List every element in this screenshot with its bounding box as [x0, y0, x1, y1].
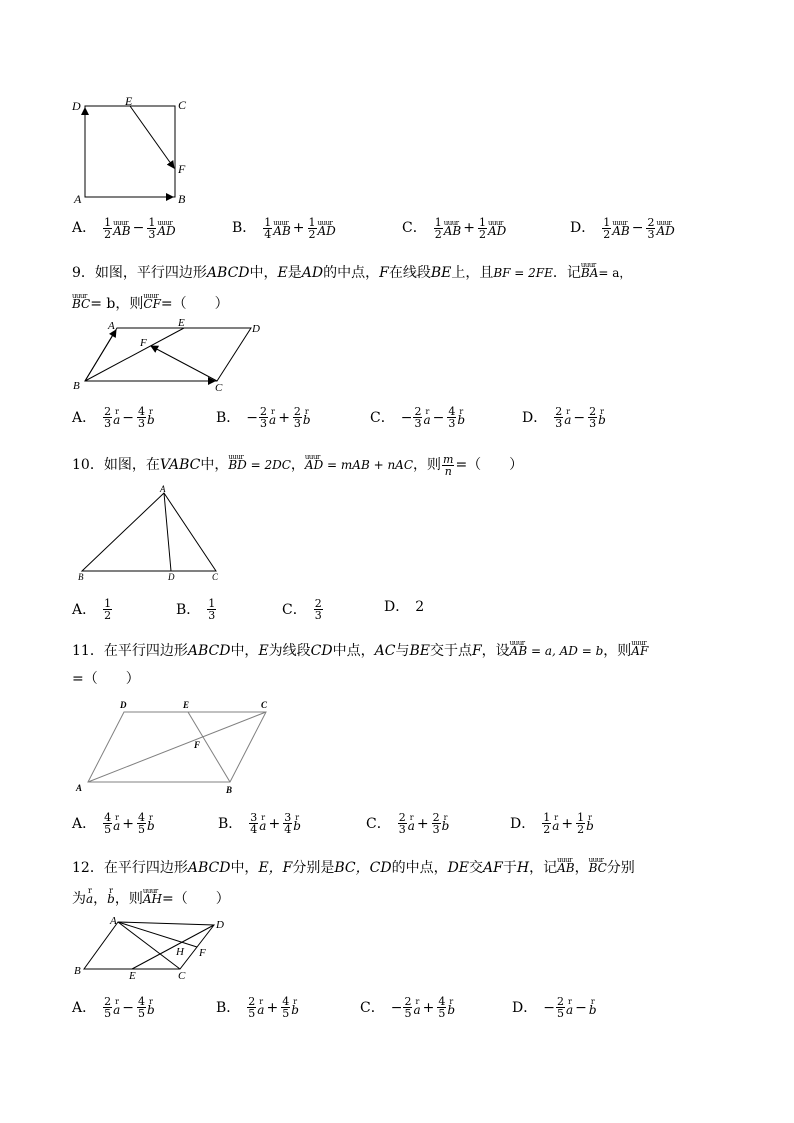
q12-option-a[interactable]: A． $\frac{2}{5}$ r a − $\frac{4}{5}$ r b: [72, 996, 155, 1019]
q11-stem-line1: 11．在平行四边形ABCD中，E为线段CD中点，AC与BE交于点F，设uuur AB = a, AD = b，则uuur AF: [72, 636, 648, 660]
q11-label-E: E: [183, 700, 190, 710]
q10-figure: [72, 484, 232, 584]
q11-stem-line2: =（ ）: [72, 671, 140, 687]
q8-option-c[interactable]: C． $\frac{1}{2}$ uuur AB + $\frac{1}{2}$ uuur AD: [402, 216, 506, 240]
q9-label-B: B: [73, 380, 80, 392]
q11-label-A: A: [76, 783, 83, 793]
q12-stem-line1: 12．在平行四边形ABCD中，E，F分别是BC，CD的中点，DE交AF于H，记uuur AB，uuur BC分别: [72, 853, 635, 877]
q9-label-F: F: [140, 337, 147, 349]
q10-label-B: B: [78, 572, 84, 582]
q10-option-d[interactable]: D． 2: [384, 599, 425, 615]
q11-option-a[interactable]: A． $\frac{4}{5}$ r a + $\frac{4}{5}$ r b: [72, 812, 155, 835]
q11-option-c[interactable]: C． $\frac{2}{3}$ r a + $\frac{2}{3}$ r b: [366, 812, 449, 835]
q8-figure: [68, 96, 198, 208]
q10-label-C: C: [212, 572, 219, 582]
q11-option-d[interactable]: D． $\frac{1}{2}$ r a + $\frac{1}{2}$ r b: [510, 812, 594, 835]
q12-stem-line2: 为r a，r b，则uuur AH=（ ）: [72, 884, 230, 908]
q12-option-d[interactable]: D． − $\frac{2}{5}$ r a − r b: [512, 996, 597, 1019]
q8-label-A: A: [74, 192, 82, 206]
q12-label-A: A: [110, 915, 117, 927]
q8-label-B: B: [178, 192, 186, 206]
q10-option-c[interactable]: C． $\frac{2}{3}$: [282, 597, 322, 622]
q9-option-d[interactable]: D． $\frac{2}{3}$ r a − $\frac{2}{3}$ r b: [522, 406, 606, 429]
q9-option-c[interactable]: C． − $\frac{2}{3}$ r a − $\frac{4}{3}$ r b: [370, 406, 465, 429]
q12-option-c[interactable]: C． − $\frac{2}{5}$ r a + $\frac{4}{5}$ r b: [360, 996, 455, 1019]
q8-label-F: F: [178, 162, 186, 176]
q12-label-C: C: [178, 970, 186, 982]
q9-label-E: E: [178, 318, 185, 329]
q12-label-D: D: [216, 919, 224, 931]
q9-label-D: D: [252, 323, 260, 335]
q10-label-D: D: [168, 572, 175, 582]
q9-figure: [68, 318, 268, 396]
q10-stem: 10．如图，在VABC中，uuur BD = 2DC，uuur AD = mAB + nAC，则 $\frac{m}{n}$ =（ ）: [72, 450, 523, 477]
q11-label-C: C: [261, 700, 268, 710]
q12-label-F: F: [199, 947, 206, 959]
q8-label-C: C: [178, 98, 187, 112]
q11-option-b[interactable]: B． $\frac{3}{4}$ r a + $\frac{3}{4}$ r b: [218, 812, 301, 835]
q9-option-b[interactable]: B． − $\frac{2}{3}$ r a + $\frac{2}{3}$ r b: [216, 406, 311, 429]
q12-label-E: E: [129, 970, 136, 982]
q8-option-d[interactable]: D． $\frac{1}{2}$ uuur AB − $\frac{2}{3}$ uuur AD: [570, 216, 675, 240]
q9-option-a[interactable]: A． $\frac{2}{3}$ r a − $\frac{4}{3}$ r b: [72, 406, 155, 429]
q9-stem-line2: uuur BC= b，则uuur CF=（ ）: [72, 289, 229, 313]
q8-label-E: E: [125, 96, 133, 108]
q10-option-a[interactable]: A． $\frac{1}{2}$: [72, 597, 112, 622]
q11-figure: [72, 696, 282, 798]
q11-label-F: F: [194, 740, 201, 750]
q9-label-A: A: [108, 320, 115, 332]
q9-label-C: C: [215, 382, 223, 394]
q10-option-b[interactable]: B． $\frac{1}{3}$: [176, 597, 216, 622]
q8-option-a[interactable]: A． $\frac{1}{2}$ uuur AB − $\frac{1}{3}$ uuur AD: [72, 216, 176, 240]
q11-label-D: D: [120, 700, 127, 710]
q12-label-B: B: [74, 965, 81, 977]
q12-figure: [72, 912, 232, 982]
q12-label-H: H: [176, 946, 184, 958]
q8-option-b[interactable]: B． $\frac{1}{4}$ uuur AB + $\frac{1}{2}$ uuur AD: [232, 216, 336, 240]
q9-stem-line1: 9．如图，平行四边形ABCD中，E是AD的中点，F在线段BE上，且BF = 2FE．记uuur BA= a，: [72, 258, 631, 282]
q11-label-B: B: [226, 785, 233, 795]
q10-label-A: A: [160, 484, 166, 494]
q8-label-D: D: [72, 99, 81, 113]
q12-option-b[interactable]: B． $\frac{2}{5}$ r a + $\frac{4}{5}$ r b: [216, 996, 299, 1019]
